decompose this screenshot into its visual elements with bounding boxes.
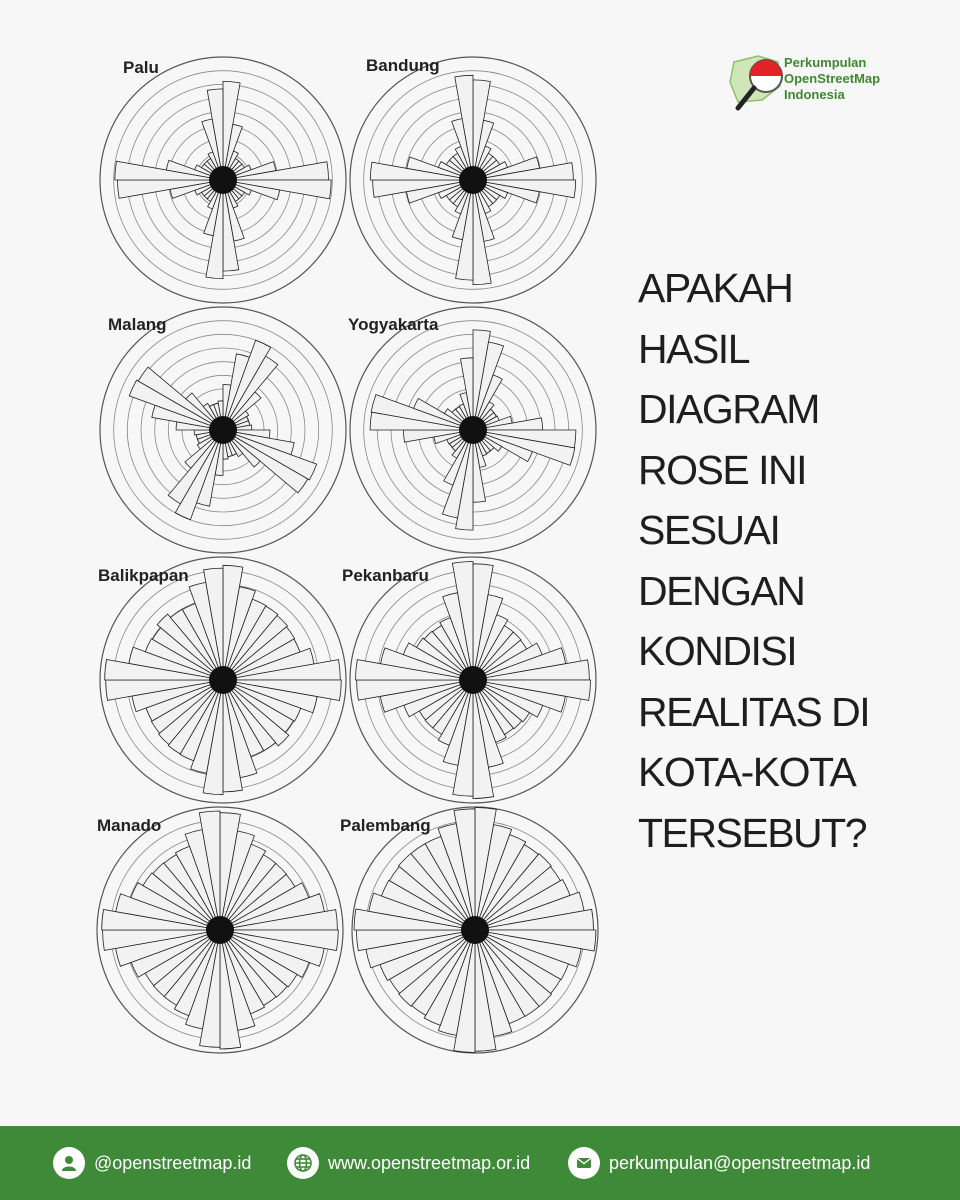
rose-diagram-palembang [352,807,598,1053]
rose-center [206,916,234,944]
city-label-balikpapan: Balikpapan [98,566,189,585]
rose-center [459,416,487,444]
rose-diagram-manado [97,807,343,1053]
rose-diagram-palu [100,57,346,303]
logo-icon [728,52,786,114]
city-label-palembang: Palembang [340,816,431,835]
rose-center [209,666,237,694]
osm-indonesia-logo [728,52,928,116]
city-label-yogyakarta: Yogyakarta [348,315,439,334]
headline-line: KONDISI [638,628,797,674]
rose-center [459,666,487,694]
rose-diagram-pekanbaru [350,557,596,803]
logo-line-1: Perkumpulan [784,55,867,70]
headline-line: ROSE INI [638,446,806,493]
city-label-pekanbaru: Pekanbaru [342,566,429,585]
rose-center [461,916,489,944]
rose-center [209,416,237,444]
rose-diagram-yogyakarta [350,307,596,553]
rose-diagram-balikpapan [100,557,346,803]
headline-line: HASIL [638,325,749,372]
headline-line: KOTA-KOTA [638,749,856,795]
city-label-bandung: Bandung [366,56,440,75]
mail-icon [568,1147,600,1179]
footer-bar [0,1126,960,1200]
footer-social-text: @openstreetmap.id [94,1152,252,1173]
headline-question [638,258,938,863]
rose-diagram-malang [100,307,346,553]
footer-email-text: perkumpulan@openstreetmap.id [609,1152,871,1173]
footer-social[interactable] [53,1147,251,1179]
footer-email[interactable] [568,1147,870,1179]
user-icon [53,1147,85,1179]
globe-icon [287,1147,319,1179]
headline-line: APAKAH [638,265,793,311]
headline-line: REALITAS DI [638,688,870,735]
city-label-malang: Malang [108,315,167,334]
rose-center [459,166,487,194]
city-label-manado: Manado [97,816,162,835]
rose-diagram-bandung [350,57,596,303]
logo-line-2: OpenStreetMap [784,71,881,86]
rose-center [209,166,237,194]
headline-line: SESUAI [638,507,780,553]
footer-website-text: www.openstreetmap.or.id [328,1152,531,1173]
logo-line-3: Indonesia [784,87,845,102]
headline-line: DENGAN [638,567,805,614]
city-label-palu: Palu [123,58,159,77]
headline-line: DIAGRAM [638,386,819,432]
headline-line: TERSEBUT? [638,809,866,856]
footer-website[interactable] [287,1147,530,1179]
